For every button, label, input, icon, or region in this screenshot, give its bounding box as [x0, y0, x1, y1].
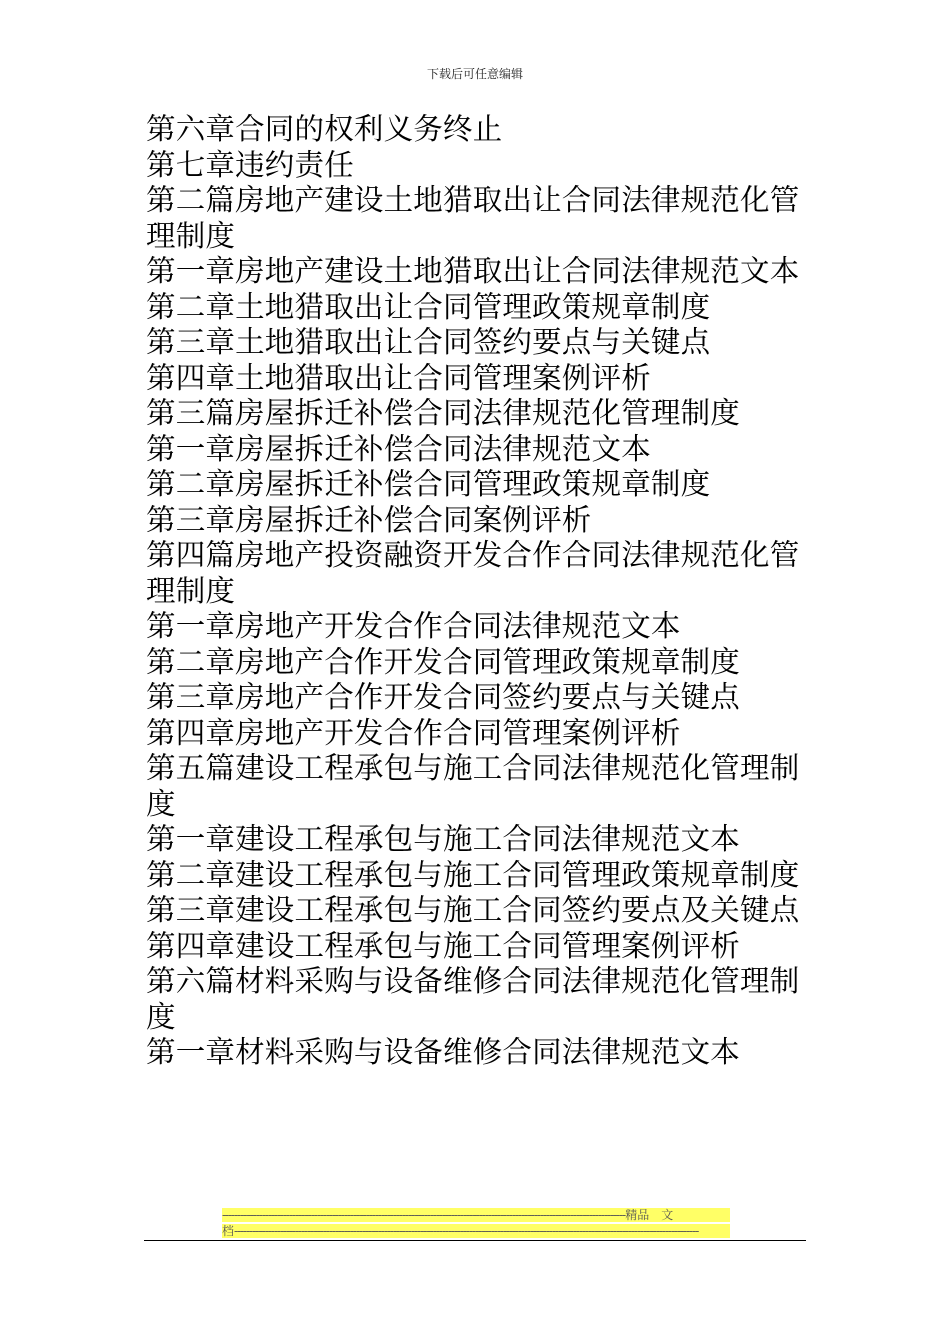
toc-line-part: 第五篇建设工程承包与施工合同法律规范化管理制度 — [146, 751, 800, 821]
footer-watermark-line-2 — [222, 1224, 730, 1238]
footer-dashes: ------------------------------------------------------------------------------------------------------------------------------------ — [222, 1208, 626, 1222]
page-header: 下载后可任意编辑 — [426, 67, 523, 81]
toc-line-part: 第三篇房屋拆迁补偿合同法律规范化管理制度 — [146, 396, 741, 430]
toc-line-chapter: 第二章房屋拆迁补偿合同管理政策规章制度 — [146, 467, 711, 501]
toc-line-chapter: 第四章建设工程承包与施工合同管理案例评析 — [146, 928, 741, 963]
toc-line-chapter: 第二章房地产合作开发合同管理政策规章制度 — [146, 644, 741, 679]
footer-rule — [144, 1240, 806, 1241]
toc-line-part: 第四篇房地产投资融资开发合作合同法律规范化管理制度 — [146, 538, 800, 608]
footer-label: 档 — [222, 1224, 235, 1238]
toc-line-chapter: 第二章土地猎取出让合同管理政策规章制度 — [146, 289, 711, 324]
toc-line-chapter: 第三章房地产合作开发合同签约要点与关键点 — [146, 680, 741, 714]
toc-line-chapter: 第六章合同的权利义务终止 — [146, 112, 503, 146]
toc-line-chapter: 第一章建设工程承包与施工合同法律规范文本 — [146, 822, 741, 856]
toc-line-chapter: 第七章违约责任 — [146, 147, 354, 182]
footer-label: 精品 文 — [625, 1208, 674, 1222]
toc-line-part: 第六篇材料采购与设备维修合同法律规范化管理制度 — [146, 964, 800, 1034]
footer-dashes: -------------------------------------------------------------------------------------------------------------------------------------------------------- — [234, 1224, 699, 1238]
toc-line-chapter: 第二章建设工程承包与施工合同管理政策规章制度 — [146, 857, 800, 892]
toc-line-chapter: 第一章材料采购与设备维修合同法律规范文本 — [146, 1035, 741, 1069]
toc-line-chapter: 第四章土地猎取出让合同管理案例评析 — [146, 360, 651, 395]
toc-line-chapter: 第三章建设工程承包与施工合同签约要点及关键点 — [146, 893, 800, 927]
toc-list — [146, 112, 806, 1071]
toc-line-chapter: 第一章房地产开发合作合同法律规范文本 — [146, 609, 681, 643]
footer-watermark-line-1 — [222, 1208, 730, 1222]
toc-line-chapter: 第一章房屋拆迁补偿合同法律规范文本 — [146, 431, 651, 466]
toc-line-chapter: 第一章房地产建设土地猎取出让合同法律规范文本 — [146, 254, 800, 288]
toc-line-chapter: 第三章房屋拆迁补偿合同案例评析 — [146, 502, 592, 537]
toc-line-part: 第二篇房地产建设土地猎取出让合同法律规范化管理制度 — [146, 183, 800, 253]
toc-line-chapter: 第四章房地产开发合作合同管理案例评析 — [146, 715, 681, 750]
toc-line-chapter: 第三章土地猎取出让合同签约要点与关键点 — [146, 325, 711, 359]
